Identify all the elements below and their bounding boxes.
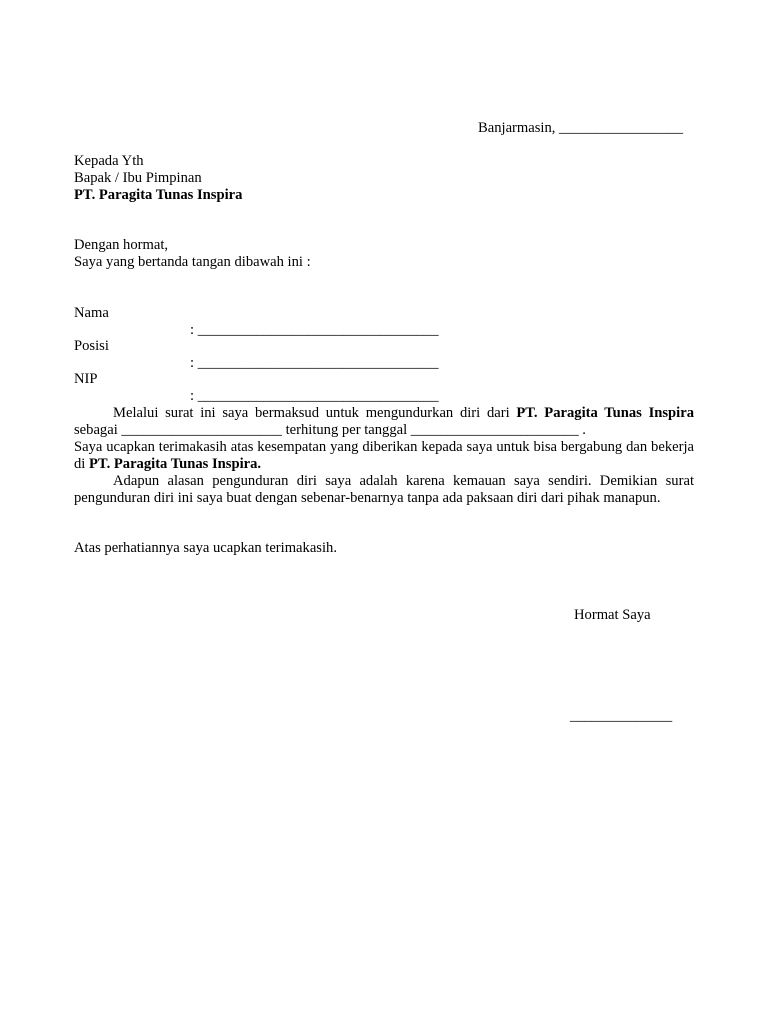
field-blank: : _________________________________ bbox=[190, 322, 439, 338]
recipient-company: PT. Paragita Tunas Inspira bbox=[74, 187, 243, 203]
signoff: Hormat Saya bbox=[574, 607, 651, 623]
place-date-line: Banjarmasin, _________________ bbox=[478, 120, 684, 136]
company-name: PT. Paragita Tunas Inspira bbox=[516, 405, 694, 421]
intro-line: Saya yang bertanda tangan dibawah ini : bbox=[74, 254, 311, 270]
company-name: PT. Paragita Tunas Inspira. bbox=[89, 456, 262, 472]
closing-line: Atas perhatiannya saya ucapkan terimakasih. bbox=[74, 540, 337, 556]
field-label: Posisi bbox=[74, 338, 109, 354]
field-blank: : _________________________________ bbox=[190, 388, 439, 404]
field-label: Nama bbox=[74, 305, 109, 321]
recipient-line-1: Kepada Yth bbox=[74, 153, 144, 169]
body-paragraph-3: Adapun alasan pengunduran diri saya adalah karena kemauan saya sendiri. Demikian surat pengunduran diri ini saya buat dengan sebenar-benarnya tanpa ada paksaan diri dari pihak manapun. bbox=[74, 473, 694, 506]
body-paragraph-1-line-1 bbox=[74, 405, 694, 422]
body-text: Saya ucapkan terimakasih atas kesempatan yang diberikan kepada saya untuk bisa bergabung dan bekerja di bbox=[74, 439, 694, 472]
body-paragraph-1-line-2: sebagai ______________________ terhitung per tanggal _______________________ . bbox=[74, 422, 586, 438]
recipient-line-2: Bapak / Ibu Pimpinan bbox=[74, 170, 202, 186]
greeting: Dengan hormat, bbox=[74, 237, 169, 253]
body-text: Melalui surat ini saya bermaksud untuk mengundurkan diri dari bbox=[113, 405, 517, 421]
body-paragraph-2 bbox=[74, 439, 694, 473]
field-label: NIP bbox=[74, 371, 98, 387]
field-blank: : _________________________________ bbox=[190, 355, 439, 371]
signature-line: ______________ bbox=[570, 708, 673, 724]
